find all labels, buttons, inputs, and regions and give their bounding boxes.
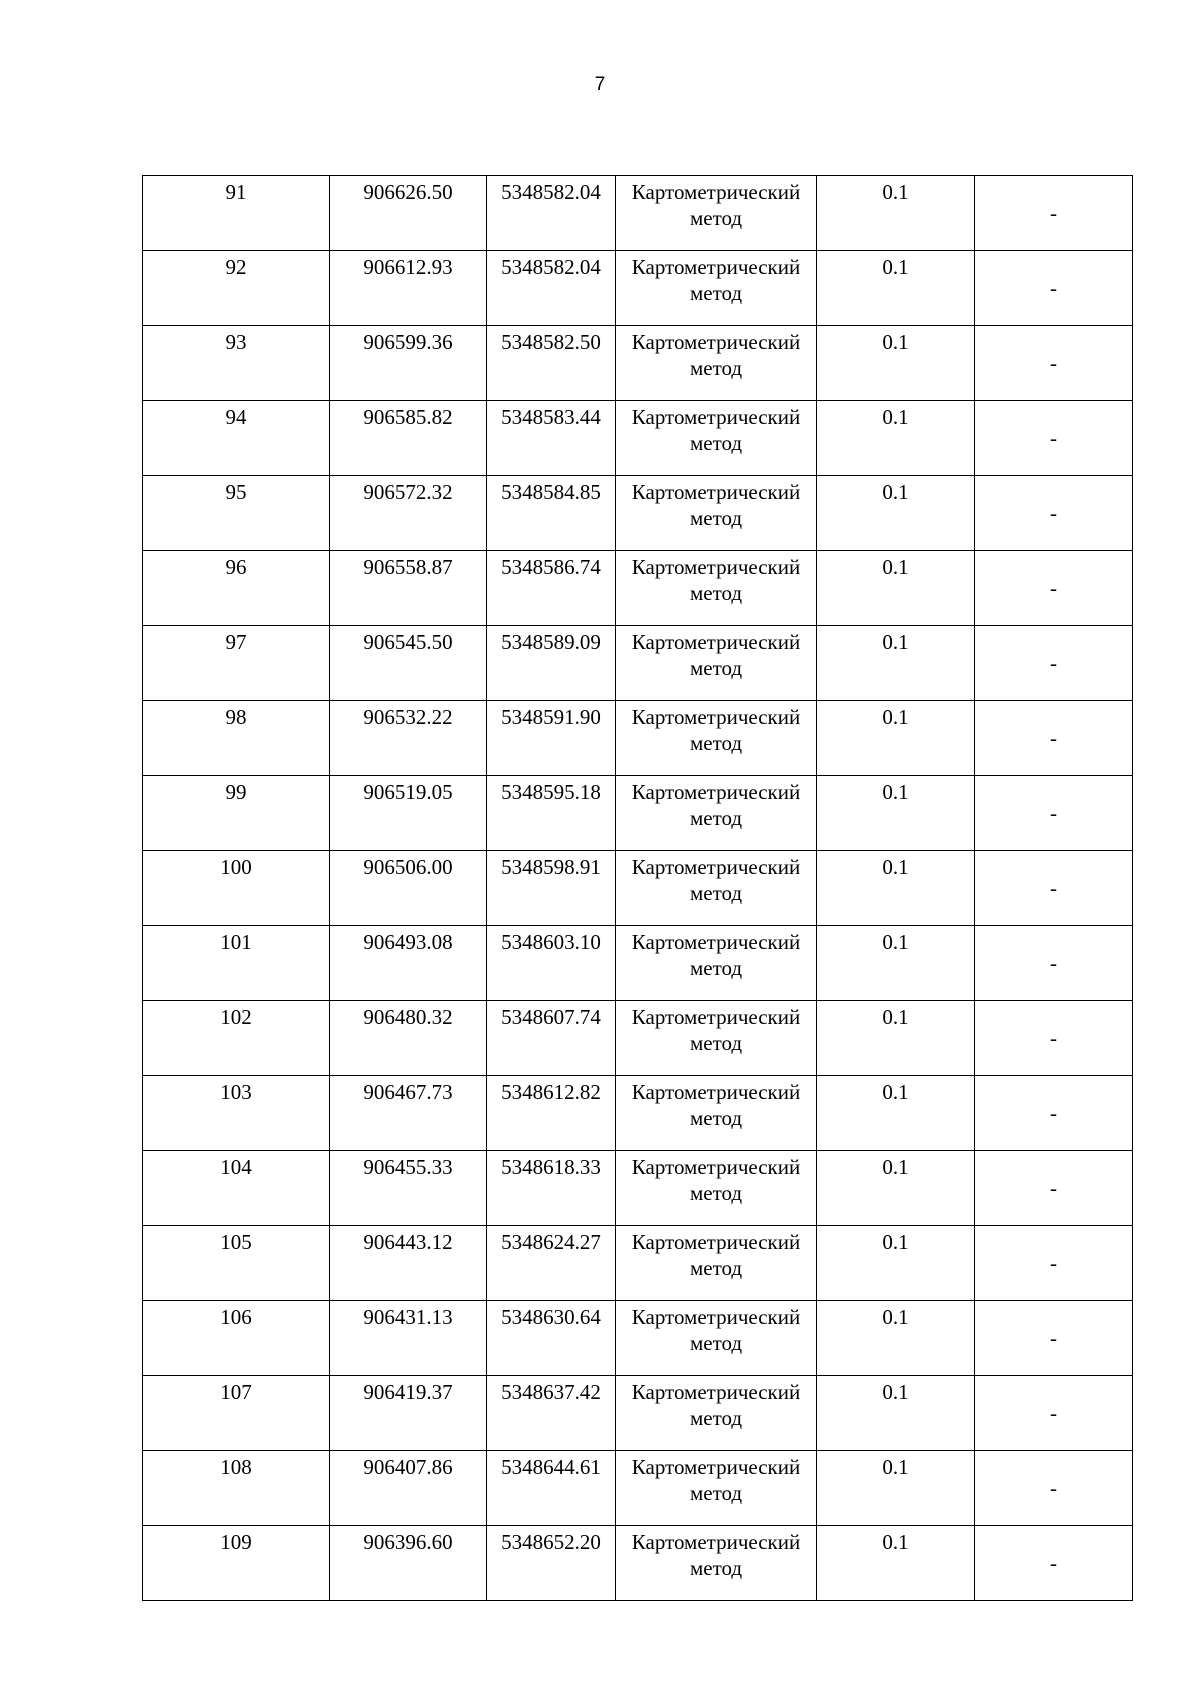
- method-line-2: метод: [689, 356, 743, 380]
- method-cell: [616, 251, 817, 326]
- note-cell: -: [975, 1451, 1133, 1526]
- method-line-2: метод: [689, 1031, 743, 1055]
- method-line-1: Картометрический: [631, 1305, 801, 1329]
- method-cell: [616, 551, 817, 626]
- note-cell: -: [975, 551, 1133, 626]
- point-number-cell: 98: [143, 701, 330, 776]
- method-cell: [616, 1526, 817, 1601]
- method-cell: [616, 401, 817, 476]
- method-cell: [616, 1076, 817, 1151]
- y-coordinate-cell: 5348618.33: [487, 1151, 616, 1226]
- point-number-cell: 101: [143, 926, 330, 1001]
- method-line-1: Картометрический: [631, 855, 801, 879]
- x-coordinate-cell: 906612.93: [330, 251, 487, 326]
- accuracy-cell: 0.1: [817, 1001, 975, 1076]
- note-cell: -: [975, 476, 1133, 551]
- point-number-cell: 100: [143, 851, 330, 926]
- method-cell: [616, 851, 817, 926]
- y-coordinate-cell: 5348582.50: [487, 326, 616, 401]
- method-line-2: метод: [689, 1406, 743, 1430]
- table-row: [143, 926, 1133, 1001]
- x-coordinate-cell: 906443.12: [330, 1226, 487, 1301]
- accuracy-cell: 0.1: [817, 1451, 975, 1526]
- method-line-2: метод: [689, 1106, 743, 1130]
- y-coordinate-cell: 5348582.04: [487, 176, 616, 251]
- method-line-1: Картометрический: [631, 480, 801, 504]
- accuracy-cell: 0.1: [817, 1076, 975, 1151]
- x-coordinate-cell: 906519.05: [330, 776, 487, 851]
- method-line-1: Картометрический: [631, 705, 801, 729]
- point-number-cell: 92: [143, 251, 330, 326]
- table-row: [143, 626, 1133, 701]
- method-line-2: метод: [689, 881, 743, 905]
- method-cell: [616, 926, 817, 1001]
- accuracy-cell: 0.1: [817, 926, 975, 1001]
- method-line-2: метод: [689, 431, 743, 455]
- point-number-cell: 91: [143, 176, 330, 251]
- method-line-2: метод: [689, 1256, 743, 1280]
- method-line-2: метод: [689, 506, 743, 530]
- accuracy-cell: 0.1: [817, 326, 975, 401]
- x-coordinate-cell: 906585.82: [330, 401, 487, 476]
- table-row: [143, 1301, 1133, 1376]
- method-line-1: Картометрический: [631, 930, 801, 954]
- method-line-1: Картометрический: [631, 1455, 801, 1479]
- point-number-cell: 105: [143, 1226, 330, 1301]
- y-coordinate-cell: 5348603.10: [487, 926, 616, 1001]
- method-line-2: метод: [689, 281, 743, 305]
- method-cell: [616, 476, 817, 551]
- x-coordinate-cell: 906545.50: [330, 626, 487, 701]
- x-coordinate-cell: 906419.37: [330, 1376, 487, 1451]
- note-cell: -: [975, 1376, 1133, 1451]
- note-cell: -: [975, 851, 1133, 926]
- method-cell: [616, 1151, 817, 1226]
- x-coordinate-cell: 906558.87: [330, 551, 487, 626]
- method-cell: [616, 1001, 817, 1076]
- coordinates-table: [142, 175, 1133, 1601]
- y-coordinate-cell: 5348598.91: [487, 851, 616, 926]
- point-number-cell: 96: [143, 551, 330, 626]
- accuracy-cell: 0.1: [817, 701, 975, 776]
- note-cell: -: [975, 626, 1133, 701]
- table-row: [143, 851, 1133, 926]
- method-line-1: Картометрический: [631, 255, 801, 279]
- x-coordinate-cell: 906455.33: [330, 1151, 487, 1226]
- accuracy-cell: 0.1: [817, 851, 975, 926]
- accuracy-cell: 0.1: [817, 551, 975, 626]
- x-coordinate-cell: 906480.32: [330, 1001, 487, 1076]
- y-coordinate-cell: 5348624.27: [487, 1226, 616, 1301]
- y-coordinate-cell: 5348589.09: [487, 626, 616, 701]
- method-line-2: метод: [689, 656, 743, 680]
- point-number-cell: 107: [143, 1376, 330, 1451]
- method-line-1: Картометрический: [631, 405, 801, 429]
- note-cell: -: [975, 251, 1133, 326]
- point-number-cell: 108: [143, 1451, 330, 1526]
- table-row: [143, 476, 1133, 551]
- method-line-1: Картометрический: [631, 780, 801, 804]
- accuracy-cell: 0.1: [817, 176, 975, 251]
- point-number-cell: 106: [143, 1301, 330, 1376]
- method-cell: [616, 1451, 817, 1526]
- table-row: [143, 1001, 1133, 1076]
- x-coordinate-cell: 906407.86: [330, 1451, 487, 1526]
- page-number: 7: [594, 74, 606, 95]
- y-coordinate-cell: 5348591.90: [487, 701, 616, 776]
- note-cell: -: [975, 1001, 1133, 1076]
- method-cell: [616, 326, 817, 401]
- method-line-1: Картометрический: [631, 1530, 801, 1554]
- table-row: [143, 401, 1133, 476]
- x-coordinate-cell: 906599.36: [330, 326, 487, 401]
- x-coordinate-cell: 906626.50: [330, 176, 487, 251]
- method-line-1: Картометрический: [631, 1230, 801, 1254]
- method-line-2: метод: [689, 581, 743, 605]
- point-number-cell: 103: [143, 1076, 330, 1151]
- note-cell: -: [975, 1076, 1133, 1151]
- y-coordinate-cell: 5348595.18: [487, 776, 616, 851]
- method-line-2: метод: [689, 956, 743, 980]
- method-line-1: Картометрический: [631, 330, 801, 354]
- note-cell: -: [975, 926, 1133, 1001]
- method-line-1: Картометрический: [631, 1380, 801, 1404]
- point-number-cell: 97: [143, 626, 330, 701]
- table-row: [143, 251, 1133, 326]
- method-line-2: метод: [689, 1481, 743, 1505]
- x-coordinate-cell: 906532.22: [330, 701, 487, 776]
- method-line-1: Картометрический: [631, 555, 801, 579]
- y-coordinate-cell: 5348582.04: [487, 251, 616, 326]
- x-coordinate-cell: 906572.32: [330, 476, 487, 551]
- y-coordinate-cell: 5348630.64: [487, 1301, 616, 1376]
- method-line-2: метод: [689, 1331, 743, 1355]
- table-row: [143, 1226, 1133, 1301]
- method-line-1: Картометрический: [631, 1080, 801, 1104]
- method-line-1: Картометрический: [631, 180, 801, 204]
- method-cell: [616, 626, 817, 701]
- note-cell: -: [975, 401, 1133, 476]
- method-line-1: Картометрический: [631, 1005, 801, 1029]
- method-cell: [616, 1301, 817, 1376]
- y-coordinate-cell: 5348607.74: [487, 1001, 616, 1076]
- note-cell: -: [975, 701, 1133, 776]
- accuracy-cell: 0.1: [817, 1301, 975, 1376]
- point-number-cell: 102: [143, 1001, 330, 1076]
- method-line-2: метод: [689, 1556, 743, 1580]
- accuracy-cell: 0.1: [817, 1226, 975, 1301]
- table-row: [143, 1076, 1133, 1151]
- point-number-cell: 104: [143, 1151, 330, 1226]
- method-line-2: метод: [689, 806, 743, 830]
- x-coordinate-cell: 906431.13: [330, 1301, 487, 1376]
- table-row: [143, 176, 1133, 251]
- accuracy-cell: 0.1: [817, 626, 975, 701]
- method-cell: [616, 1376, 817, 1451]
- point-number-cell: 93: [143, 326, 330, 401]
- y-coordinate-cell: 5348652.20: [487, 1526, 616, 1601]
- x-coordinate-cell: 906493.08: [330, 926, 487, 1001]
- point-number-cell: 94: [143, 401, 330, 476]
- method-cell: [616, 176, 817, 251]
- method-cell: [616, 1226, 817, 1301]
- accuracy-cell: 0.1: [817, 776, 975, 851]
- method-line-2: метод: [689, 731, 743, 755]
- x-coordinate-cell: 906506.00: [330, 851, 487, 926]
- x-coordinate-cell: 906396.60: [330, 1526, 487, 1601]
- accuracy-cell: 0.1: [817, 401, 975, 476]
- table-row: [143, 776, 1133, 851]
- y-coordinate-cell: 5348586.74: [487, 551, 616, 626]
- accuracy-cell: 0.1: [817, 251, 975, 326]
- accuracy-cell: 0.1: [817, 1526, 975, 1601]
- table-row: [143, 1151, 1133, 1226]
- note-cell: -: [975, 326, 1133, 401]
- note-cell: -: [975, 1526, 1133, 1601]
- method-cell: [616, 701, 817, 776]
- x-coordinate-cell: 906467.73: [330, 1076, 487, 1151]
- table-row: [143, 326, 1133, 401]
- y-coordinate-cell: 5348637.42: [487, 1376, 616, 1451]
- y-coordinate-cell: 5348612.82: [487, 1076, 616, 1151]
- point-number-cell: 109: [143, 1526, 330, 1601]
- note-cell: -: [975, 1226, 1133, 1301]
- y-coordinate-cell: 5348584.85: [487, 476, 616, 551]
- note-cell: -: [975, 1301, 1133, 1376]
- method-cell: [616, 776, 817, 851]
- method-line-2: метод: [689, 1181, 743, 1205]
- method-line-1: Картометрический: [631, 630, 801, 654]
- accuracy-cell: 0.1: [817, 1376, 975, 1451]
- note-cell: -: [975, 776, 1133, 851]
- table-row: [143, 551, 1133, 626]
- point-number-cell: 99: [143, 776, 330, 851]
- point-number-cell: 95: [143, 476, 330, 551]
- y-coordinate-cell: 5348583.44: [487, 401, 616, 476]
- method-line-2: метод: [689, 206, 743, 230]
- table-row: [143, 1451, 1133, 1526]
- method-line-1: Картометрический: [631, 1155, 801, 1179]
- accuracy-cell: 0.1: [817, 476, 975, 551]
- note-cell: -: [975, 176, 1133, 251]
- table-row: [143, 1376, 1133, 1451]
- note-cell: -: [975, 1151, 1133, 1226]
- coordinates-table-body: [143, 176, 1133, 1601]
- accuracy-cell: 0.1: [817, 1151, 975, 1226]
- y-coordinate-cell: 5348644.61: [487, 1451, 616, 1526]
- table-row: [143, 701, 1133, 776]
- table-row: [143, 1526, 1133, 1601]
